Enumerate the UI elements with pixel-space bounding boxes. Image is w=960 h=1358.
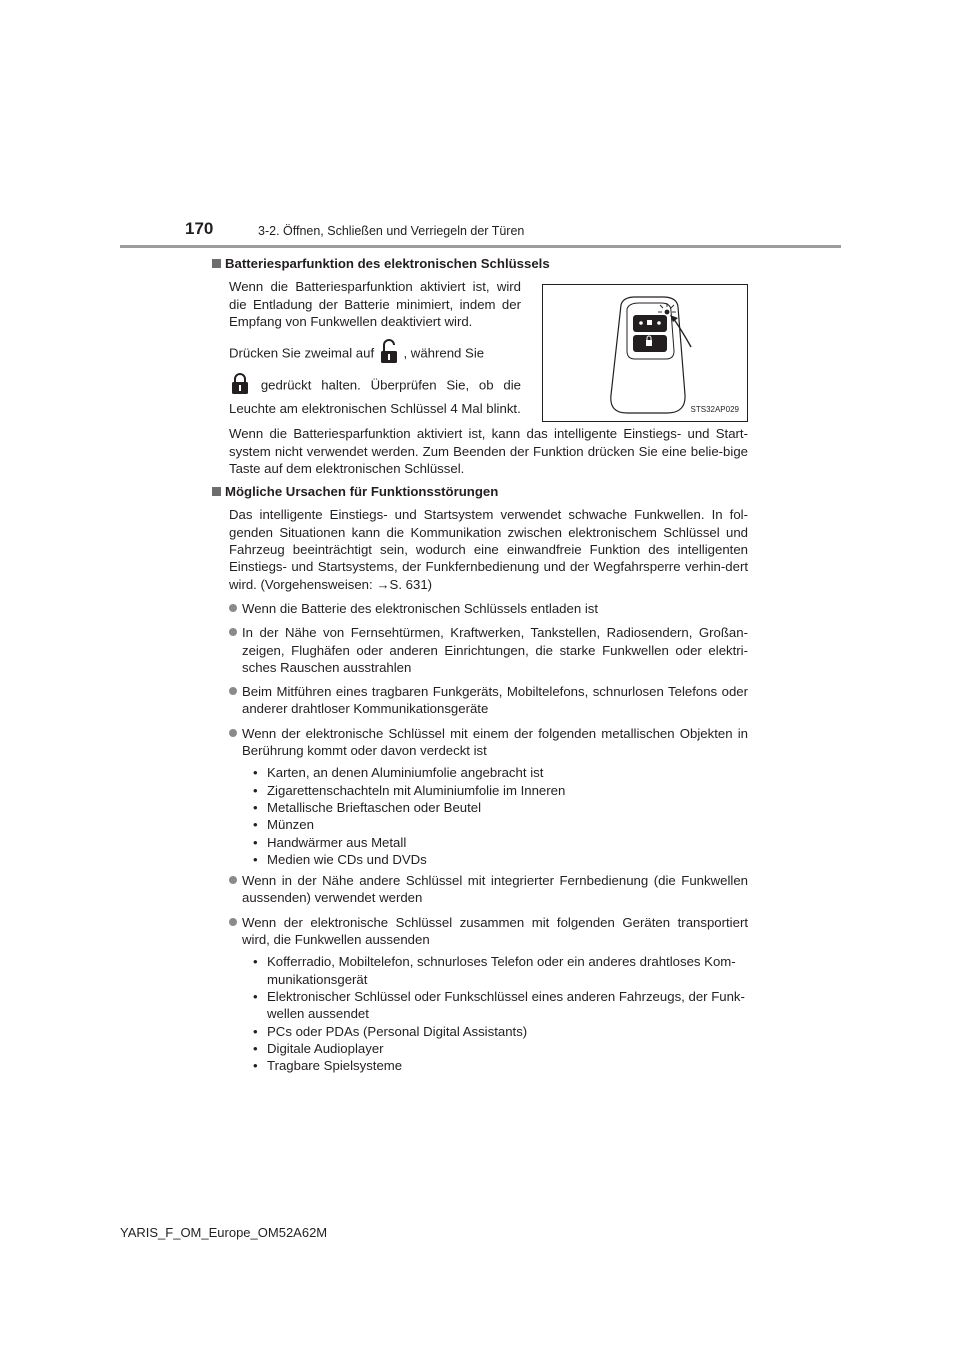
main-content	[212, 255, 748, 1074]
sub-list-item	[253, 816, 748, 833]
unlock-icon	[378, 339, 400, 369]
sub-bullet: •	[253, 988, 258, 1004]
page-number: 170	[185, 219, 214, 238]
sub-list-item-text: Elektronischer Schlüssel oder Funkschlüssel eines anderen Fahrzeugs, der Funk-wellen aussendet	[267, 988, 745, 1022]
devices-list	[253, 953, 748, 1074]
sub-list-item-text: Zigarettenschachteln mit Aluminiumfolie im Inneren	[267, 782, 566, 798]
section-heading-malfunction-causes	[212, 483, 748, 500]
sub-list-item	[253, 953, 748, 988]
malfunction-intro: Das intelligente Einstiegs- und Startsystem verwendet schwache Funkwellen. In fol-genden Situationen kann die Kommunikation zwischen elektronischem Schlüssel und Fahrzeug beeinträchtigt sein, wodurch eine einwandfreie Funktion des intelligenten Einstiegs- und Startsystems, der Funkfernbedienung und der Wegfahrsperre verhin-dert wird. (Vorgehensweisen: →S. 631)	[229, 507, 748, 592]
sub-list-item	[253, 851, 748, 868]
circle-bullet-icon	[229, 604, 237, 612]
chapter-title: 3-2. Öffnen, Schließen und Verriegeln der Türen	[258, 224, 525, 238]
section-heading-text: Batteriesparfunktion des elektronischen Schlüssels	[225, 256, 550, 271]
sub-list-item	[253, 1023, 748, 1040]
square-bullet-icon	[212, 487, 221, 496]
list-item	[229, 725, 748, 760]
metal-objects-list	[253, 764, 748, 868]
sub-bullet: •	[253, 834, 258, 850]
sub-list-item	[253, 1040, 748, 1057]
smart-key-figure	[542, 284, 748, 422]
section-heading-text: Mögliche Ursachen für Funktionsstörungen	[225, 484, 499, 500]
sub-bullet: •	[253, 851, 258, 867]
sub-list-item-text: Handwärmer aus Metall	[267, 834, 407, 850]
sub-bullet: •	[253, 1023, 258, 1039]
list-item	[229, 914, 748, 949]
sub-bullet: •	[253, 1058, 258, 1074]
sub-list-item-text: Münzen	[267, 817, 314, 833]
circle-bullet-icon	[229, 729, 237, 737]
list-item-text: Wenn die Batterie des elektronischen Schlüssels entladen ist	[242, 600, 599, 616]
document-code: YARIS_F_OM_Europe_OM52A62M	[120, 1225, 328, 1240]
circle-bullet-icon	[229, 876, 237, 884]
sub-list-item-text: PCs oder PDAs (Personal Digital Assistants)	[267, 1023, 528, 1039]
sub-list-item	[253, 782, 748, 799]
sub-bullet: •	[253, 1040, 258, 1056]
sub-list-item-text: Karten, an denen Aluminiumfolie angebracht ist	[267, 765, 544, 781]
list-item-text: In der Nähe von Fernsehtürmen, Kraftwerken, Tankstellen, Radiosendern, Großan-zeigen, Flughäfen oder anderen Einrichtungen, die starke Funkwellen oder elektri-sches Rauschen ausstrahlen	[242, 625, 748, 675]
battery-save-description: Wenn die Batteriesparfunktion aktiviert ist, wird die Entladung der Batterie minimiert, indem der Empfang von Funkwellen deaktiviert wird.	[229, 279, 521, 329]
lock-icon	[229, 373, 251, 399]
list-item	[229, 683, 748, 718]
sub-list-item-text: Kofferradio, Mobiltelefon, schnurloses Telefon oder ein anderes drahtloses Kom-munikationsgerät	[267, 954, 736, 987]
list-item	[229, 624, 748, 676]
circle-bullet-icon	[229, 687, 237, 695]
list-item-text: Wenn der elektronische Schlüssel mit einem der folgenden metallischen Objekten in Berührung kommt oder davon verdeckt ist	[242, 725, 748, 759]
sub-list-item	[253, 988, 748, 1023]
sub-list-item	[253, 764, 748, 781]
circle-bullet-icon	[229, 918, 237, 926]
sub-list-item-text: Tragbare Spielsysteme	[267, 1058, 403, 1074]
sub-bullet: •	[253, 782, 258, 798]
list-item-text: Beim Mitführen eines tragbaren Funkgeräts, Mobiltelefons, schnurlosen Telefons oder anderer drahtloser Kommunikationsgeräte	[242, 684, 748, 717]
battery-save-note: Wenn die Batteriesparfunktion aktiviert ist, kann das intelligente Einstiegs- und Start-system nicht verwendet werden. Zum Beenden der Funktion drücken Sie eine belie-bige Taste auf dem elektronischen Schlüssel.	[229, 426, 748, 476]
sub-list-item	[253, 1057, 748, 1074]
list-item	[229, 600, 748, 617]
circle-bullet-icon	[229, 628, 237, 636]
square-bullet-icon	[212, 259, 221, 268]
sub-bullet: •	[253, 765, 258, 781]
sub-bullet: •	[253, 817, 258, 833]
sub-list-item	[253, 799, 748, 816]
sub-bullet: •	[253, 954, 258, 970]
sub-list-item-text: Medien wie CDs und DVDs	[267, 851, 427, 867]
instruction-text-a: Drücken Sie zweimal auf	[229, 345, 375, 361]
figure-code: STS32AP029	[690, 405, 739, 414]
sub-bullet: •	[253, 799, 258, 815]
instruction-text-b: , während Sie	[403, 345, 485, 361]
list-item	[229, 872, 748, 907]
header-rule	[120, 245, 841, 248]
section-heading-battery-save	[212, 255, 748, 272]
battery-save-instruction-line1	[229, 339, 521, 369]
battery-save-instruction-line2	[229, 373, 521, 417]
list-item-text: Wenn in der Nähe andere Schlüssel mit integrierter Fernbedienung (die Funkwellen aussenden) verwendet werden	[242, 873, 748, 906]
sub-list-item-text: Metallische Brieftaschen oder Beutel	[267, 799, 482, 815]
sub-list-item-text: Digitale Audioplayer	[267, 1040, 384, 1056]
instruction-text-c: gedrückt halten. Überprüfen Sie, ob die Leuchte am elektronischen Schlüssel 4 Mal blinkt.	[229, 378, 521, 416]
sub-list-item	[253, 834, 748, 851]
list-item-text: Wenn der elektronische Schlüssel zusammen mit folgenden Geräten transportiert wird, die Funkwellen aussenden	[242, 914, 748, 948]
